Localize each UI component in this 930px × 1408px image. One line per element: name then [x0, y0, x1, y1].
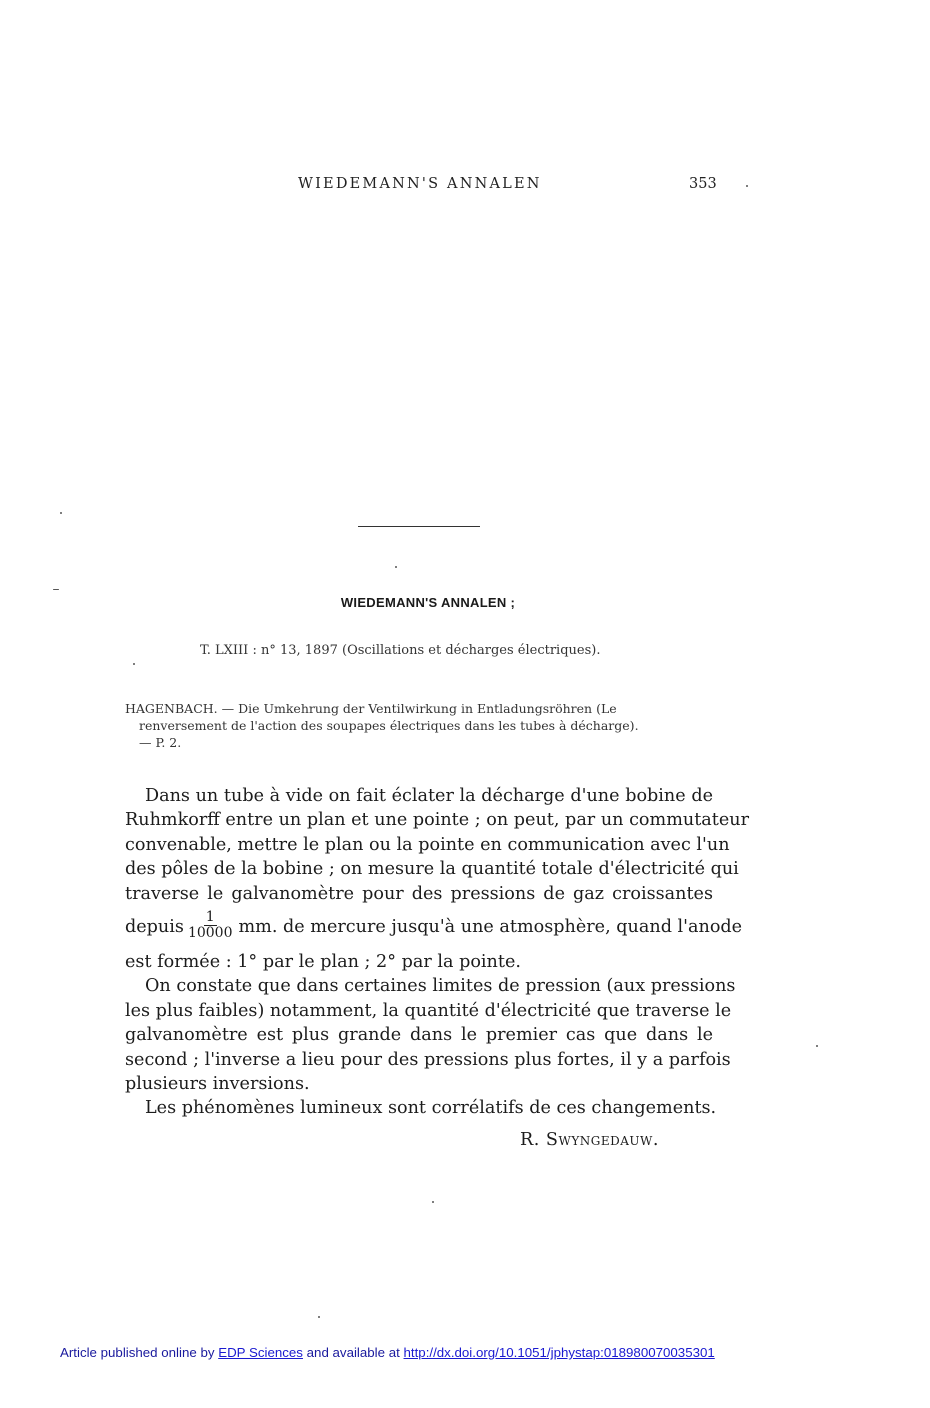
scan-speck	[746, 185, 748, 187]
scan-speck	[133, 663, 135, 665]
text-line: galvanomètre est plus grande dans le premier cas que dans le	[125, 1025, 713, 1046]
scan-speck	[816, 1045, 818, 1047]
article-citation	[125, 700, 715, 751]
scan-speck	[53, 589, 59, 590]
paragraph-1	[125, 784, 749, 974]
text-line: On constate que dans certaines limites de pression (aux pressions	[145, 976, 736, 997]
text-line: Les phénomènes lumineux sont corrélatifs de ces changements.	[145, 1098, 717, 1119]
footer-middle: and available at	[306, 1345, 400, 1360]
running-title: WIEDEMANN'S ANNALEN	[298, 176, 542, 192]
page-number: 353	[689, 176, 717, 192]
volume-reference: T. LXIII : n° 13, 1897 (Oscillations et décharges électriques).	[200, 643, 601, 658]
author-signature: R. Swyngedauw.	[520, 1130, 659, 1150]
publisher-link[interactable]: EDP Sciences	[218, 1345, 303, 1360]
text-line: les plus faibles) notamment, la quantité d'électricité que traverse le	[125, 1000, 732, 1021]
fraction-numerator: 1	[205, 909, 215, 926]
fraction-denominator: 10000	[187, 925, 233, 942]
paragraph-3	[125, 1096, 717, 1120]
citation-line: HAGENBACH. — Die Umkehrung der Ventilwirkung in Entladungsröhren (Le	[125, 701, 617, 716]
footer-prefix: Article published online by	[60, 1345, 215, 1360]
text-line: des pôles de la bobine ; on mesure la quantité totale d'électricité qui	[125, 859, 739, 880]
pressure-fraction	[186, 910, 235, 941]
text-line: Dans un tube à vide on fait éclater la décharge d'une bobine de	[145, 786, 713, 806]
text-line: convenable, mettre le plan ou la pointe en communication avec l'un	[125, 834, 730, 855]
section-divider	[358, 526, 480, 527]
citation-line: — P. 2.	[139, 735, 182, 750]
publication-footer	[60, 1345, 715, 1360]
doi-link[interactable]: http://dx.doi.org/10.1051/jphystap:018980070035301	[403, 1345, 715, 1360]
text-line: Ruhmkorff entre un plan et une pointe ; on peut, par un commutateur	[125, 810, 749, 831]
formula-rest: mm. de mercure jusqu'à une atmosphère, quand l'anode	[238, 916, 743, 937]
scan-speck	[432, 1201, 434, 1203]
scan-speck	[60, 512, 62, 514]
running-head	[0, 176, 930, 196]
text-line: est formée : 1° par le plan ; 2° par la pointe.	[125, 951, 521, 972]
text-line: second ; l'inverse a lieu pour des pressions plus fortes, il y a parfois	[125, 1049, 731, 1070]
text-line: plusieurs inversions.	[125, 1073, 310, 1094]
citation-line: renversement de l'action des soupapes électriques dans les tubes à décharge).	[139, 718, 639, 733]
section-title: WIEDEMANN'S ANNALEN ;	[340, 595, 516, 610]
scan-speck	[318, 1316, 320, 1318]
article-body	[125, 784, 749, 1121]
formula-prefix: depuis	[125, 916, 184, 937]
scan-speck	[395, 566, 397, 568]
text-line: traverse le galvanomètre pour des pressions de gaz croissantes	[125, 883, 713, 904]
paragraph-2	[125, 974, 736, 1096]
formula-line	[125, 909, 743, 944]
